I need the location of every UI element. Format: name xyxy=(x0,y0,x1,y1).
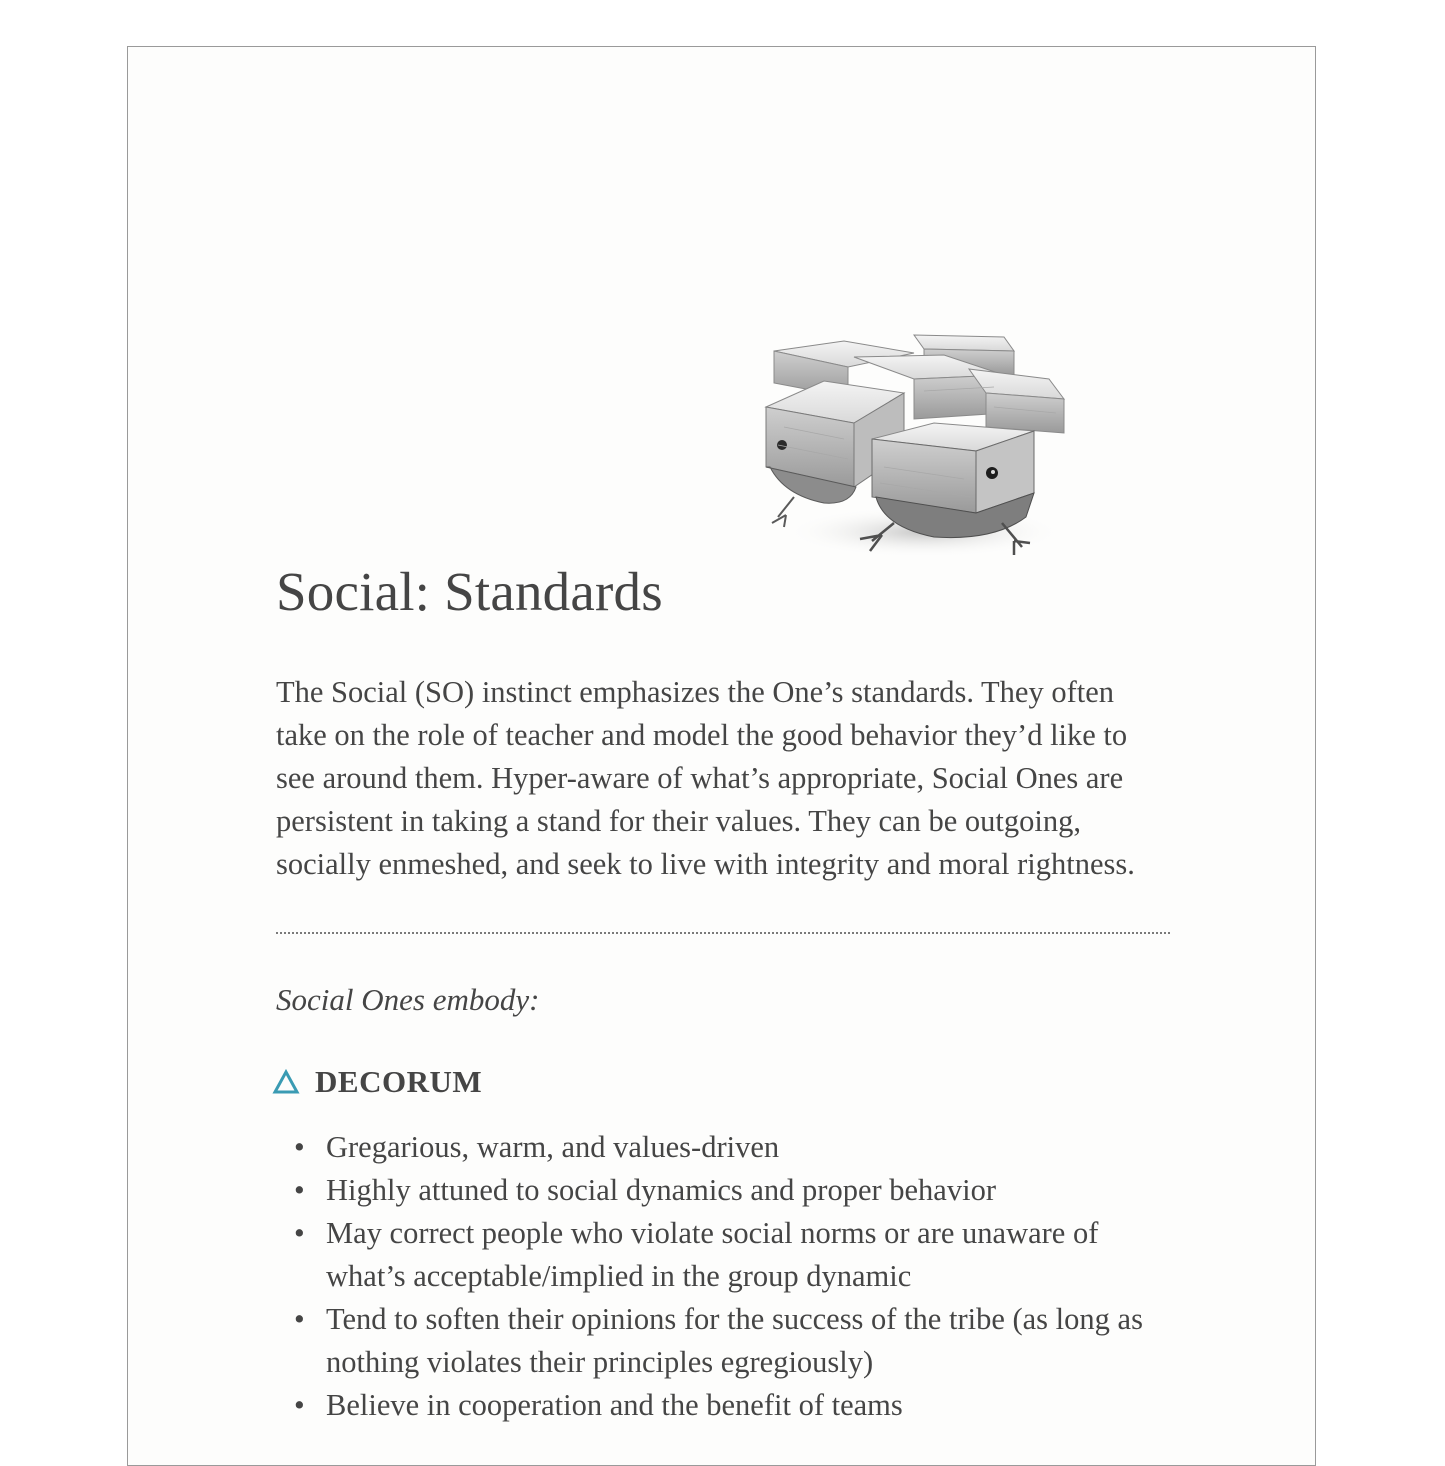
bullet-icon: • xyxy=(294,1215,305,1250)
toads-illustration-icon xyxy=(764,327,1076,559)
embody-label: Social Ones embody: xyxy=(276,981,540,1017)
list-item: • Gregarious, warm, and values-driven xyxy=(276,1126,1176,1169)
document-page xyxy=(127,46,1316,1466)
bullet-icon: • xyxy=(294,1301,305,1336)
bullet-icon: • xyxy=(294,1387,305,1422)
list-item: • Believe in cooperation and the benefit of teams xyxy=(276,1384,1176,1427)
list-item: • May correct people who violate social norms or are unaware of what’s acceptable/implied in the group dynamic xyxy=(276,1212,1176,1298)
list-item: • Tend to soften their opinions for the success of the tribe (as long as nothing violates their principles egregiously) xyxy=(276,1298,1176,1384)
intro-paragraph: The Social (SO) instinct emphasizes the One’s standards. They often take on the role of teacher and model the good behavior they’d like to see around them. Hyper-aware of what’s appropriate, Social Ones are persistent in taking a stand for their values. They can be outgoing, socially enmeshed, and seek to live with integrity and moral rightness. xyxy=(276,674,1135,881)
section-header xyxy=(272,1064,1176,1100)
dotted-divider xyxy=(276,932,1170,934)
bullet-list xyxy=(276,1126,1176,1427)
triangle-outline-icon xyxy=(272,1069,300,1095)
bullet-icon: • xyxy=(294,1172,305,1207)
content-column xyxy=(276,562,1176,1427)
page-title: Social: Standards xyxy=(276,561,663,622)
bullet-icon: • xyxy=(294,1129,305,1164)
section-title: DECORUM xyxy=(315,1063,483,1099)
list-item: • Highly attuned to social dynamics and proper behavior xyxy=(276,1169,1176,1212)
